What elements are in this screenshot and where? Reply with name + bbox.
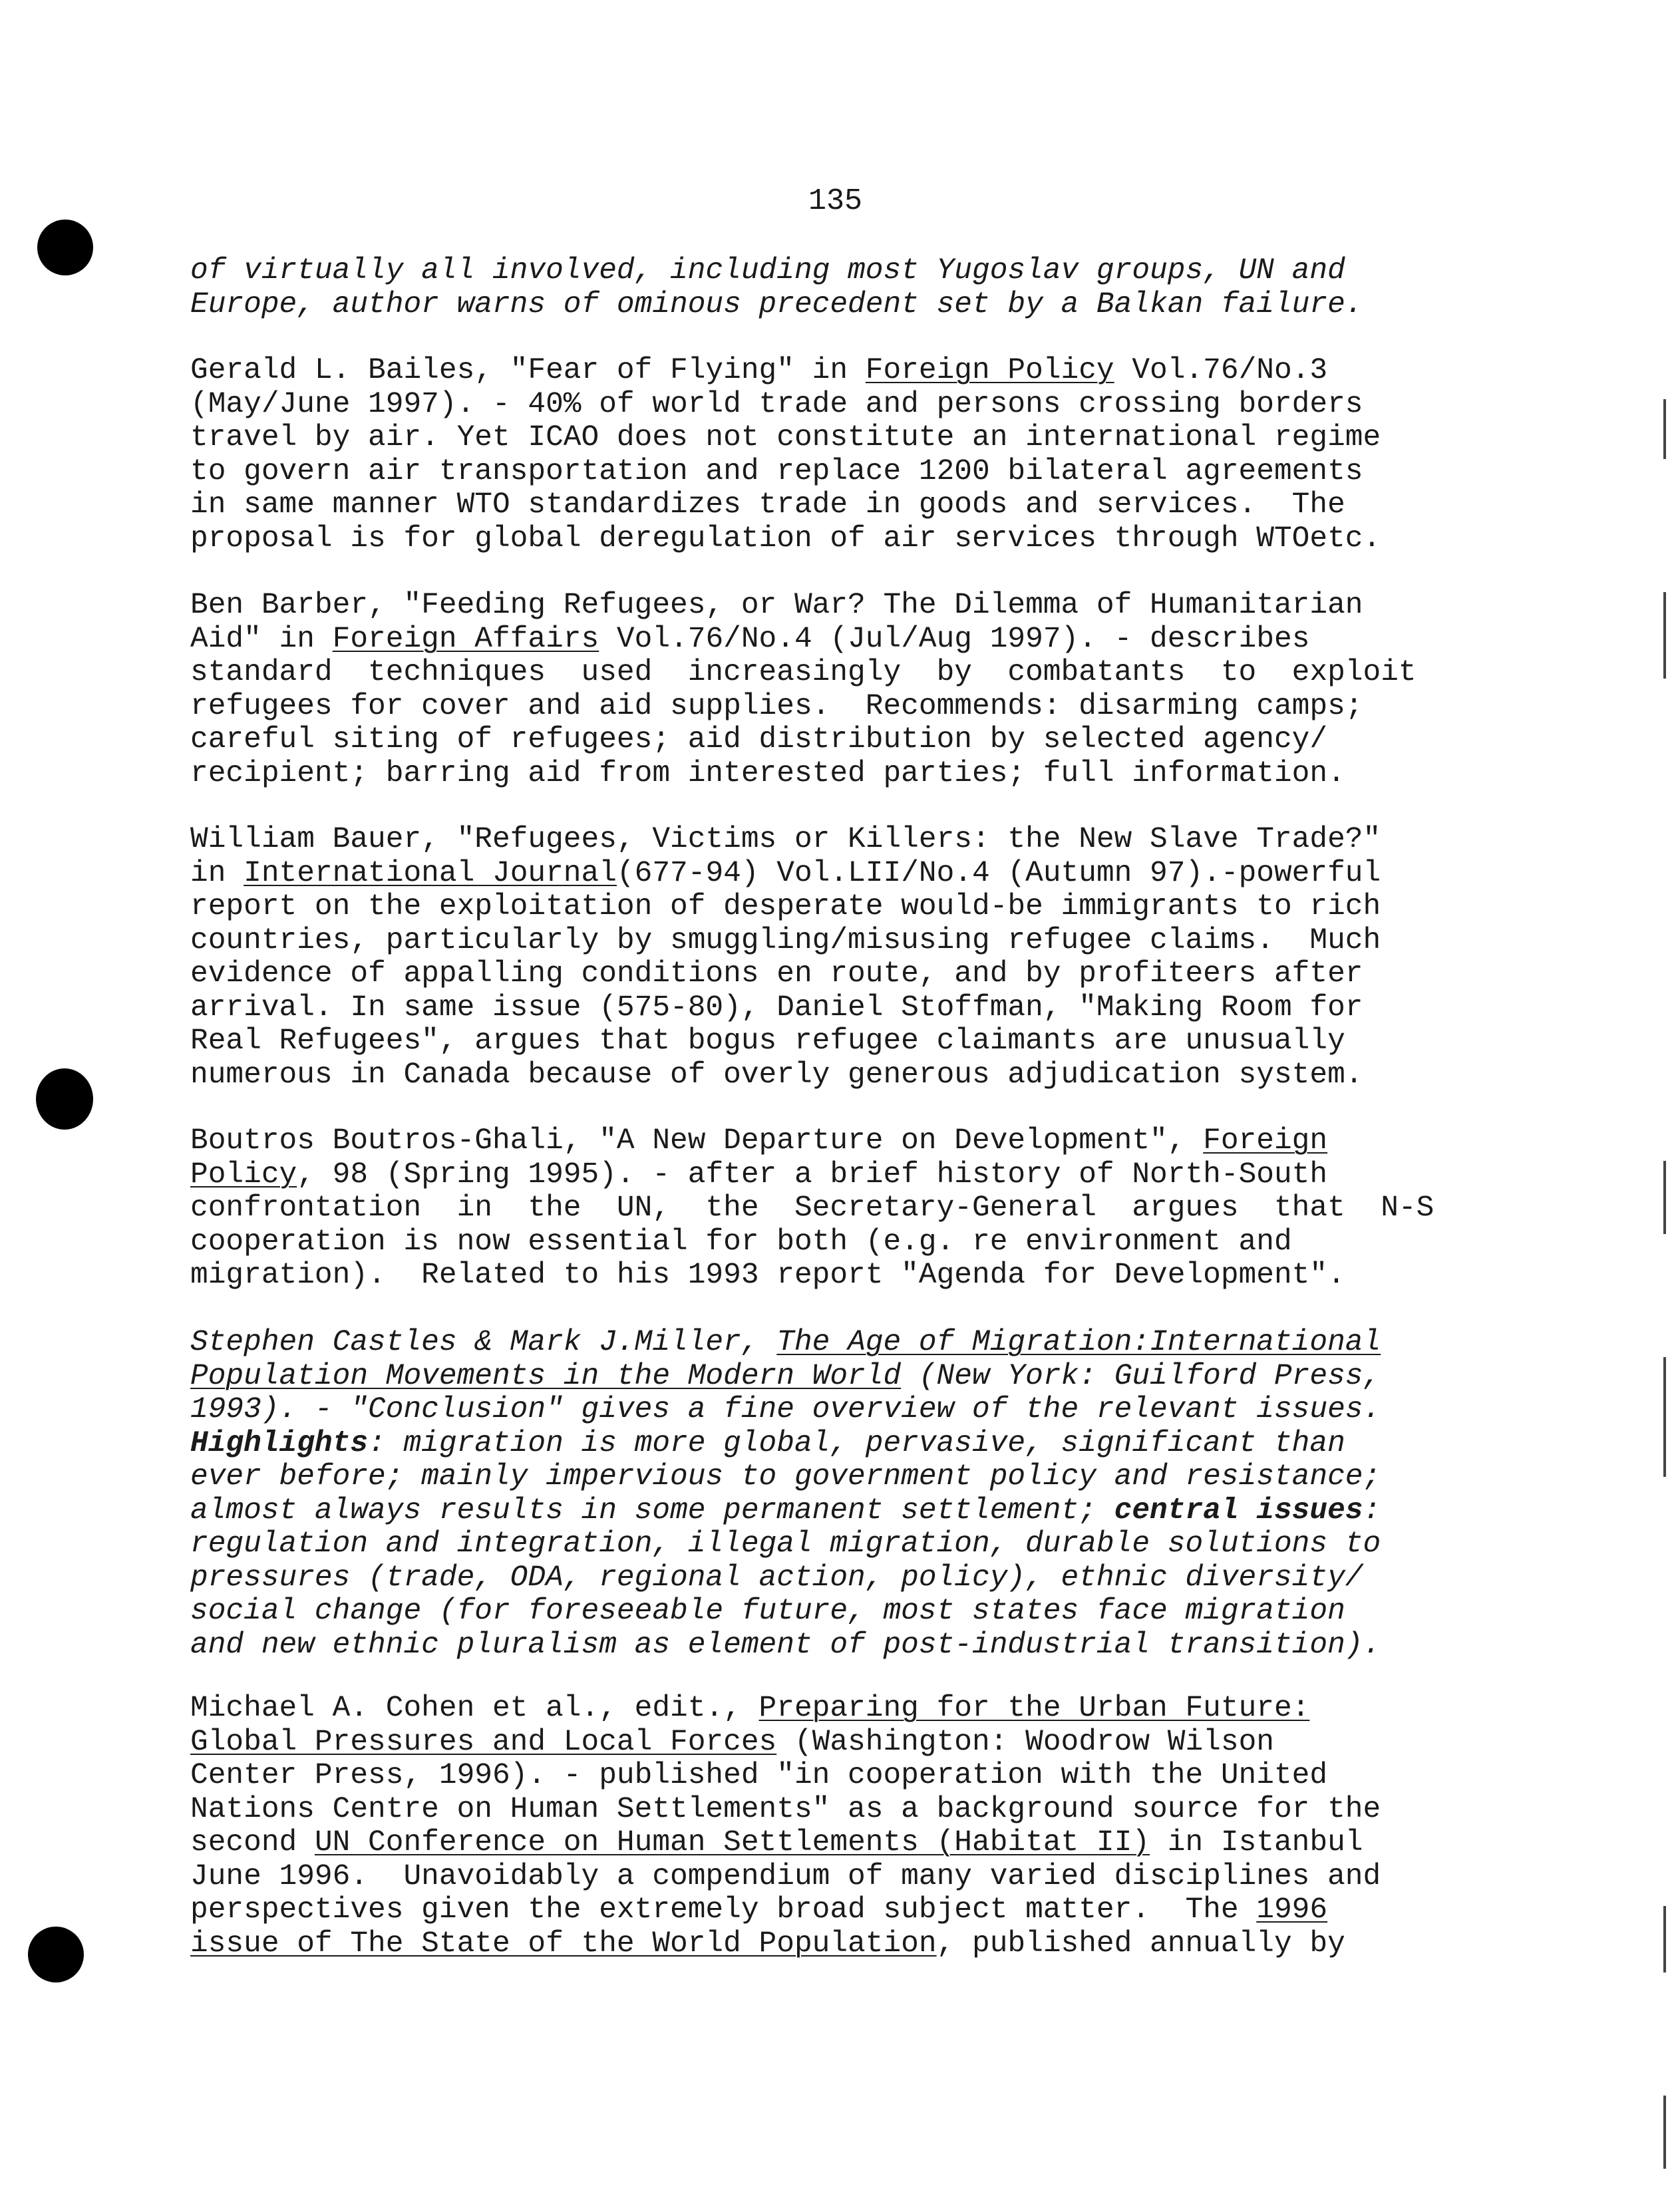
text-segment: Ben Barber, "Feeding Refugees, or War? The Dilemma of Humanitarian <box>190 589 1363 622</box>
bibliography-entry-barber <box>190 589 1489 790</box>
text-line <box>190 1494 1489 1528</box>
text-segment: refugees for cover and aid supplies. Recommends: disarming camps; <box>190 689 1363 723</box>
text-segment: Michael A. Cohen et al., edit., <box>190 1692 759 1725</box>
text-segment: second <box>190 1826 315 1859</box>
text-segment: 1993). - "Conclusion" gives a fine overview of the relevant issues. <box>190 1393 1381 1426</box>
text-segment: William Bauer, "Refugees, Victims or Killers: the New Slave Trade?" <box>190 823 1381 856</box>
text-segment: in <box>190 856 244 890</box>
text-line <box>190 924 1489 958</box>
text-line <box>190 455 1489 489</box>
text-segment: in same manner WTO standardizes trade in goods and services. The <box>190 488 1345 522</box>
text-line <box>190 690 1489 724</box>
text-segment: pressures (trade, ODA, regional action, policy), ethnic diversity/ <box>190 1561 1363 1595</box>
bibliography-entry-castles-miller <box>190 1326 1489 1662</box>
text-line <box>190 421 1489 455</box>
text-line <box>190 1561 1489 1595</box>
scan-edge-mark <box>1663 1357 1666 1477</box>
text-segment: recipient; barring aid from interested parties; full information. <box>190 756 1345 790</box>
text-segment: : <box>1363 1493 1381 1527</box>
text-segment: , published annually by <box>936 1927 1345 1961</box>
text-line <box>190 1427 1489 1461</box>
text-segment: countries, particularly by smuggling/misusing refugee claims. Much <box>190 923 1381 957</box>
text-segment: social change (for foreseeable future, most states face migration <box>190 1595 1345 1628</box>
text-line <box>190 757 1489 791</box>
text-segment: Aid" in <box>190 622 333 656</box>
text-line <box>190 1826 1489 1860</box>
text-segment: ever before; mainly impervious to government policy and resistance; <box>190 1460 1381 1493</box>
text-line <box>190 957 1489 991</box>
scan-edge-mark <box>1663 399 1666 459</box>
text-segment: arrival. In same issue (575-80), Daniel Stoffman, "Making Room for <box>190 991 1363 1024</box>
underlined-title: Policy <box>190 1158 297 1191</box>
text-line <box>190 488 1489 522</box>
scan-edge-mark <box>1663 592 1666 679</box>
text-line <box>190 991 1489 1025</box>
text-segment: June 1996. Unavoidably a compendium of many varied disciplines and <box>190 1859 1381 1893</box>
punch-hole-icon <box>37 220 93 275</box>
bold-text: central issues <box>1114 1493 1363 1527</box>
underlined-title: Foreign <box>1203 1124 1328 1158</box>
text-segment: (677-94) Vol.LII/No.4 (Autumn 97).-powerful <box>616 856 1381 890</box>
text-segment: : migration is more global, pervasive, significant than <box>368 1426 1345 1460</box>
underlined-title: Foreign Affairs <box>332 622 599 656</box>
text-line <box>190 1124 1489 1158</box>
text-segment: and new ethnic pluralism as element of post-industrial transition). <box>190 1628 1381 1662</box>
page-number: 135 <box>808 184 863 218</box>
text-segment: Stephen Castles & Mark J.Miller, <box>190 1326 777 1359</box>
text-line <box>190 623 1489 657</box>
text-segment: Vol.76/No.3 <box>1114 354 1328 387</box>
scan-edge-mark <box>1663 2096 1666 2169</box>
text-segment: standard techniques used increasingly by combatants to exploit <box>190 656 1417 689</box>
text-line <box>190 1259 1489 1293</box>
underlined-title: 1996 <box>1256 1893 1328 1927</box>
text-line <box>190 857 1489 891</box>
text-segment: travel by air. Yet ICAO does not constitute an international regime <box>190 421 1381 454</box>
text-line <box>190 1893 1489 1927</box>
text-line <box>190 1927 1489 1961</box>
bibliography-entry-boutros-ghali <box>190 1124 1489 1293</box>
bold-text: Highlights <box>190 1426 369 1460</box>
text-line <box>190 1692 1489 1726</box>
text-line <box>190 1759 1489 1793</box>
text-segment: to govern air transportation and replace 1200 bilateral agreements <box>190 454 1363 488</box>
text-segment: Center Press, 1996). - published "in cooperation with the United <box>190 1759 1328 1792</box>
bibliography-entry-continuation <box>190 254 1489 321</box>
scan-edge-mark <box>1663 1906 1666 1972</box>
text-segment: almost always results in some permanent settlement; <box>190 1493 1114 1527</box>
text-segment: Gerald L. Bailes, "Fear of Flying" in <box>190 354 866 387</box>
text-line <box>190 1191 1489 1225</box>
text-segment: proposal is for global deregulation of air services through WTOetc. <box>190 522 1381 555</box>
text-segment: Boutros Boutros-Ghali, "A New Departure on Development", <box>190 1124 1204 1158</box>
scan-edge-mark <box>1663 1161 1666 1234</box>
text-line <box>190 522 1489 556</box>
underlined-title: The Age of Migration:International <box>776 1326 1381 1359</box>
text-segment: in Istanbul <box>1150 1826 1363 1859</box>
text-line <box>190 1860 1489 1894</box>
text-line <box>190 354 1489 388</box>
text-line <box>190 1527 1489 1561</box>
text-line <box>190 656 1489 690</box>
text-line <box>190 1024 1489 1058</box>
text-segment: cooperation is now essential for both (e.g. re environment and <box>190 1225 1292 1259</box>
underlined-title: Preparing for the Urban Future: <box>758 1692 1310 1725</box>
text-line <box>190 1225 1489 1259</box>
text-line <box>190 723 1489 757</box>
bibliography-entry-cohen <box>190 1692 1489 1961</box>
text-line <box>190 1595 1489 1629</box>
text-line <box>190 1158 1489 1192</box>
text-segment: Nations Centre on Human Settlements" as a background source for the <box>190 1792 1381 1826</box>
text-line <box>190 1393 1489 1427</box>
text-line <box>190 1726 1489 1760</box>
punch-hole-icon <box>28 1927 84 1982</box>
text-segment: (New York: Guilford Press, <box>901 1359 1381 1393</box>
bibliography-entry-bailes <box>190 354 1489 555</box>
text-line <box>190 823 1489 857</box>
bibliography-entry-bauer <box>190 823 1489 1092</box>
text-segment: Vol.76/No.4 (Jul/Aug 1997). - describes <box>599 622 1310 656</box>
text-segment: regulation and integration, illegal migration, durable solutions to <box>190 1527 1381 1561</box>
text-line <box>190 1793 1489 1827</box>
text-line <box>190 1326 1489 1360</box>
text-segment: perspectives given the extremely broad subject matter. The <box>190 1893 1257 1927</box>
text-line <box>190 388 1489 422</box>
punch-hole-icon <box>36 1068 93 1130</box>
underlined-title: UN Conference on Human Settlements (Habitat II) <box>314 1826 1150 1859</box>
text-segment: careful siting of refugees; aid distribution by selected agency/ <box>190 723 1328 756</box>
text-segment: Europe, author warns of ominous precedent set by a Balkan failure. <box>190 287 1363 321</box>
underlined-title: Foreign Policy <box>865 354 1114 387</box>
text-segment: evidence of appalling conditions en route, and by profiteers after <box>190 957 1363 991</box>
text-segment: Real Refugees", argues that bogus refugee claimants are unusually <box>190 1024 1345 1058</box>
text-segment: confrontation in the UN, the Secretary-General argues that N-S <box>190 1191 1434 1225</box>
underlined-title: Population Movements in the Modern World <box>190 1359 902 1393</box>
text-line <box>190 589 1489 623</box>
underlined-title: International Journal <box>244 856 617 890</box>
text-segment: report on the exploitation of desperate would-be immigrants to rich <box>190 890 1381 923</box>
underlined-title: issue of The State of the World Population <box>190 1927 937 1961</box>
text-segment: , 98 (Spring 1995). - after a brief history of North-South <box>297 1158 1328 1191</box>
text-line <box>190 1460 1489 1494</box>
text-segment: (May/June 1997). - 40% of world trade and persons crossing borders <box>190 387 1363 421</box>
text-line <box>190 254 1489 288</box>
text-segment: migration). Related to his 1993 report "Agenda for Development". <box>190 1259 1345 1292</box>
underlined-title: Global Pressures and Local Forces <box>190 1725 777 1759</box>
text-segment: (Washington: Woodrow Wilson <box>776 1725 1274 1759</box>
text-line <box>190 1629 1489 1662</box>
text-line <box>190 288 1489 322</box>
text-line <box>190 1058 1489 1092</box>
text-segment: numerous in Canada because of overly generous adjudication system. <box>190 1058 1363 1092</box>
text-line <box>190 890 1489 924</box>
text-segment: of virtually all involved, including most Yugoslav groups, UN and <box>190 254 1345 287</box>
text-line <box>190 1360 1489 1394</box>
